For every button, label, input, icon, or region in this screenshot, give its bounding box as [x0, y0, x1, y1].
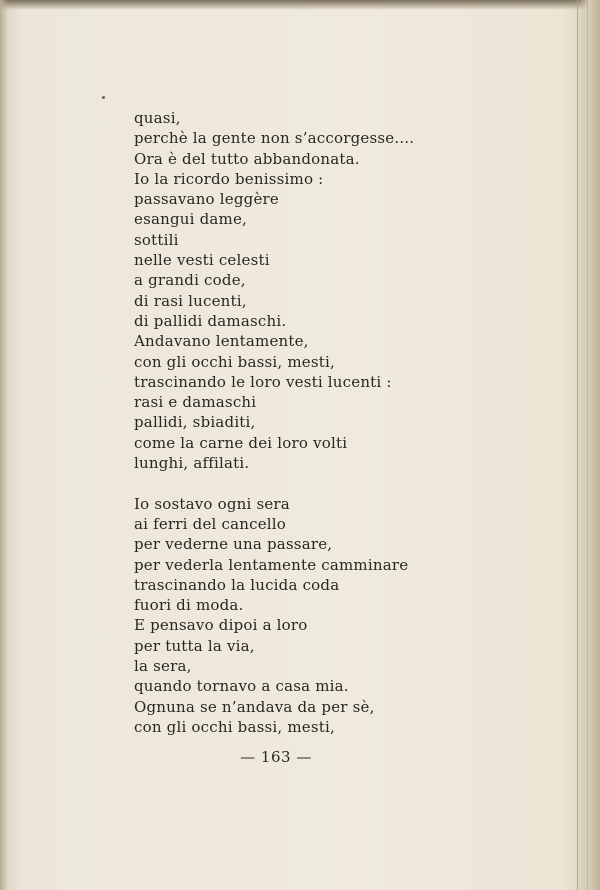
poem-line: a grandi code, [134, 271, 246, 290]
poem-line: Ognuna se n’andava da per sè, [134, 697, 375, 716]
stanza-break [134, 473, 554, 493]
poem-line: esangui dame, [134, 210, 248, 229]
page-right-edge [577, 0, 600, 890]
poem-line: Io sostavo ogni sera [134, 494, 290, 513]
poem-line: E pensavo dipoi a loro [134, 616, 308, 635]
poem-line: rasi e damaschi [134, 393, 257, 412]
page-number: — 163 — [240, 748, 312, 766]
poem-line: con gli occhi bassi, mesti, [134, 352, 335, 371]
poem-line: Ora è del tutto abbandonata. [134, 149, 360, 168]
poem-line: fuori di moda. [134, 596, 244, 615]
page-top-shadow [0, 0, 600, 10]
poem-line: lunghi, affilati. [134, 454, 250, 473]
poem-line: quando tornavo a casa mia. [134, 677, 349, 696]
poem-line: pallidi, sbiaditi, [134, 413, 256, 432]
poem-line: nelle vesti celesti [134, 251, 270, 270]
poem-line: Io la ricordo benissimo : [134, 169, 324, 188]
poem-line: di pallidi damaschi. [134, 311, 287, 330]
poem-text [134, 108, 554, 737]
poem-line: Andavano lentamente, [134, 332, 309, 351]
poem-line: ai ferri del cancello [134, 514, 286, 533]
poem-line: la sera, [134, 657, 192, 676]
poem-line: sottili [134, 230, 179, 249]
poem-line: quasi, [134, 109, 181, 127]
ink-speck [102, 96, 105, 99]
poem-line: per vederla lentamente camminare [134, 555, 409, 574]
poem-line: per tutta la via, [134, 636, 255, 655]
poem-line: perchè la gente non s’accorgesse.... [134, 129, 415, 148]
poem-line: passavano leggère [134, 190, 279, 209]
poem-line: trascinando la lucida coda [134, 575, 340, 594]
poem-line: trascinando le loro vesti lucenti : [134, 372, 392, 391]
poem-line: per vederne una passare, [134, 535, 333, 554]
poem-line: di rasi lucenti, [134, 291, 247, 310]
poem-line: come la carne dei loro volti [134, 433, 348, 452]
poem-line: con gli occhi bassi, mesti, [134, 717, 335, 736]
page-edge-line [587, 0, 588, 890]
